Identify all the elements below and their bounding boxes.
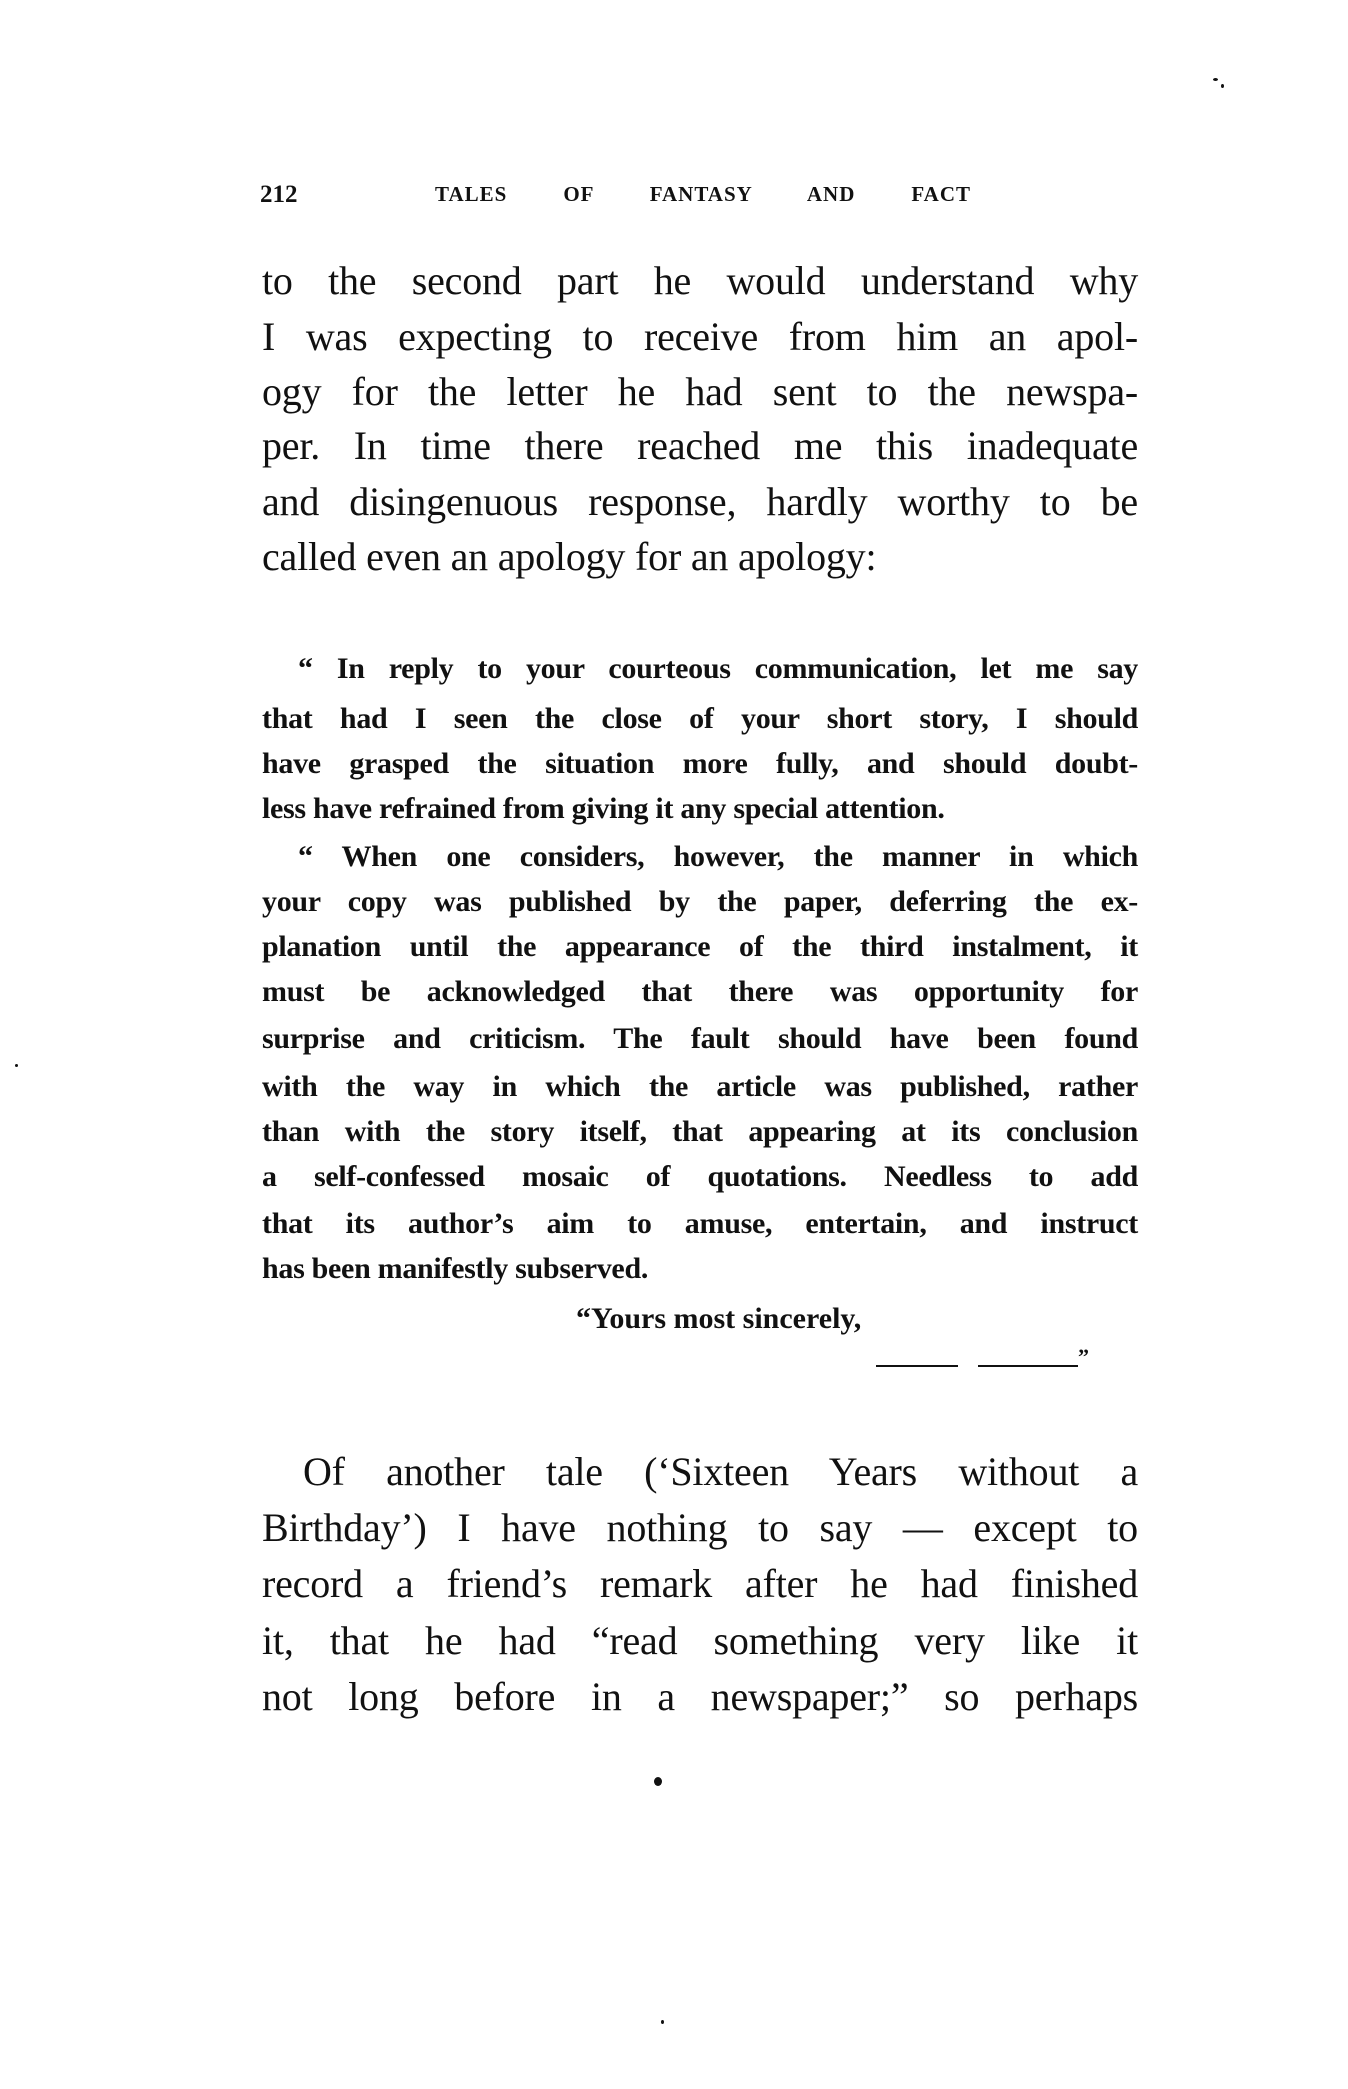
paragraph-line: called even an apology for an apology: [262, 534, 877, 579]
letter-line: surprise and criticism. The fault should have been found [262, 1022, 1138, 1055]
signature-blank-rule [876, 1365, 958, 1367]
signature-close-quote: ” [1078, 1344, 1089, 1369]
signature-blank-rule [978, 1365, 1078, 1367]
letter-line: has been manifestly subserved. [262, 1252, 649, 1285]
paragraph-line: I was expecting to receive from him an apol- [262, 314, 1138, 359]
letter-line: that its author’s aim to amuse, entertain, and instruct [262, 1207, 1138, 1240]
paragraph-line: not long before in a newspaper;” so perhaps [262, 1674, 1138, 1719]
letter-line: that had I seen the close of your short story, I should [262, 702, 1138, 735]
paragraph-line: record a friend’s remark after he had finished [262, 1561, 1138, 1606]
scan-speck [661, 2020, 664, 2024]
letter-line: have grasped the situation more fully, and should doubt- [262, 747, 1138, 780]
scan-speck [1221, 84, 1224, 88]
paragraph-line: per. In time there reached me this inadequate [262, 423, 1138, 468]
letter-line: a self-confessed mosaic of quotations. Needless to add [262, 1160, 1138, 1193]
letter-closing: “Yours most sincerely, [576, 1302, 862, 1335]
paragraph-line: and disingenuous response, hardly worthy to be [262, 479, 1138, 524]
paragraph-line: Of another tale (‘Sixteen Years without a [303, 1449, 1138, 1494]
paragraph-line: ogy for the letter he had sent to the newspa- [262, 369, 1138, 414]
letter-line: “ In reply to your courteous communication, let me say [298, 652, 1138, 685]
letter-line: “ When one considers, however, the manner in which [298, 840, 1138, 873]
letter-line: with the way in which the article was published, rather [262, 1070, 1138, 1103]
paragraph-line: it, that he had “read something very like it [262, 1618, 1138, 1663]
scan-speck [1213, 78, 1218, 81]
letter-line: than with the story itself, that appearing at its conclusion [262, 1115, 1138, 1148]
paragraph-line: Birthday’) I have nothing to say — except to [262, 1505, 1138, 1550]
running-title: TALES OF FANTASY AND FACT [435, 182, 971, 206]
page-number: 212 [260, 181, 298, 208]
letter-line: planation until the appearance of the third instalment, it [262, 930, 1138, 963]
letter-line: your copy was published by the paper, deferring the ex- [262, 885, 1138, 918]
paragraph-line: to the second part he would understand why [262, 258, 1138, 303]
letter-line: less have refrained from giving it any special attention. [262, 792, 945, 825]
scan-speck [15, 1064, 18, 1067]
scan-speck [654, 1777, 662, 1786]
letter-line: must be acknowledged that there was opportunity for [262, 975, 1138, 1008]
